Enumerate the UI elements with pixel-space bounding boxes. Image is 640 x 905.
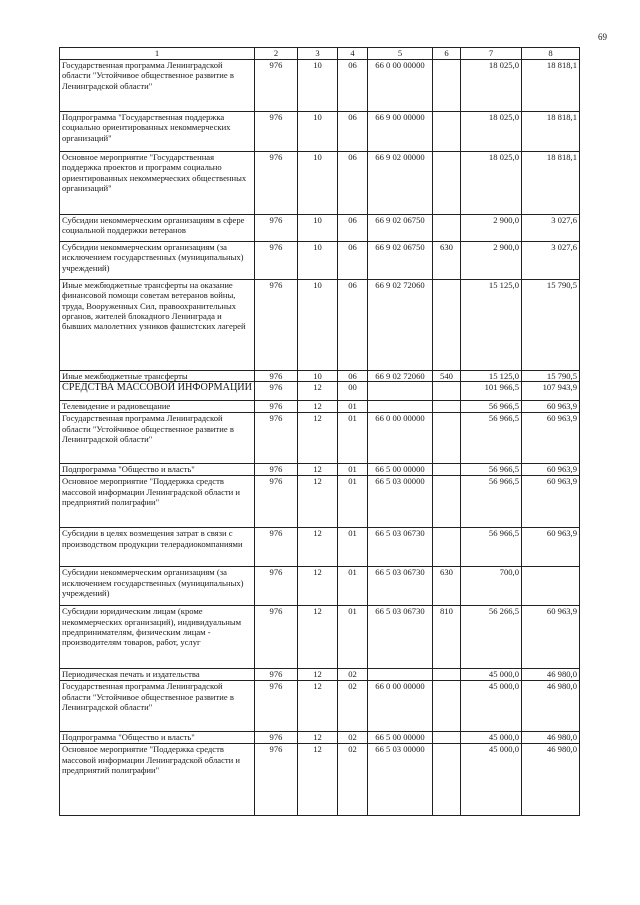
cell-expense-type <box>433 732 461 744</box>
col-header-7: 7 <box>461 48 522 60</box>
cell-subsection: 06 <box>338 242 368 280</box>
cell-section: 12 <box>298 567 338 606</box>
cell-target-article: 66 5 00 00000 <box>368 732 433 744</box>
cell-subsection: 01 <box>338 606 368 669</box>
cell-grbs: 976 <box>255 112 298 152</box>
cell-subsection: 06 <box>338 60 368 112</box>
col-header-6: 6 <box>433 48 461 60</box>
cell-section: 12 <box>298 476 338 528</box>
cell-amount-year1: 45 000,0 <box>461 732 522 744</box>
cell-expense-type <box>433 464 461 476</box>
cell-target-article: 66 9 02 06750 <box>368 242 433 280</box>
cell-subsection: 01 <box>338 401 368 413</box>
cell-section: 12 <box>298 382 338 401</box>
cell-grbs: 976 <box>255 528 298 567</box>
table-row <box>60 681 580 732</box>
cell-grbs: 976 <box>255 464 298 476</box>
cell-subsection: 01 <box>338 528 368 567</box>
cell-subsection: 01 <box>338 567 368 606</box>
cell-grbs: 976 <box>255 567 298 606</box>
table-row <box>60 669 580 681</box>
cell-target-article <box>368 401 433 413</box>
cell-amount-year1: 45 000,0 <box>461 669 522 681</box>
cell-expense-type: 630 <box>433 567 461 606</box>
cell-target-article: 66 9 02 00000 <box>368 152 433 215</box>
cell-subsection: 02 <box>338 732 368 744</box>
cell-target-article: 66 5 03 00000 <box>368 744 433 816</box>
cell-name: Периодическая печать и издательства <box>60 669 255 681</box>
table-row <box>60 567 580 606</box>
table-row <box>60 371 580 382</box>
table-row <box>60 401 580 413</box>
cell-section: 10 <box>298 215 338 242</box>
cell-section: 12 <box>298 669 338 681</box>
cell-name: Основное мероприятие "Поддержка средств массовой информации Ленинградской области и предприятий полиграфии" <box>60 476 255 528</box>
cell-expense-type <box>433 681 461 732</box>
cell-name: Субсидии некоммерческим организациям в сфере социальной поддержки ветеранов <box>60 215 255 242</box>
cell-name: Подпрограмма "Общество и власть" <box>60 732 255 744</box>
cell-amount-year2: 46 980,0 <box>522 744 580 816</box>
cell-expense-type <box>433 476 461 528</box>
table-row <box>60 413 580 464</box>
cell-name: СРЕДСТВА МАССОВОЙ ИНФОРМАЦИИ <box>60 382 255 401</box>
cell-expense-type <box>433 401 461 413</box>
table-row <box>60 476 580 528</box>
cell-section: 12 <box>298 401 338 413</box>
cell-expense-type <box>433 744 461 816</box>
cell-grbs: 976 <box>255 732 298 744</box>
cell-section: 12 <box>298 606 338 669</box>
cell-amount-year1: 56 266,5 <box>461 606 522 669</box>
cell-name: Государственная программа Ленинградской области "Устойчивое общественное развитие в Ленинградской области" <box>60 60 255 112</box>
table-row <box>60 280 580 371</box>
cell-subsection: 06 <box>338 215 368 242</box>
cell-grbs: 976 <box>255 242 298 280</box>
cell-expense-type <box>433 280 461 371</box>
cell-amount-year1: 56 966,5 <box>461 413 522 464</box>
cell-grbs: 976 <box>255 476 298 528</box>
cell-amount-year2: 3 027,6 <box>522 215 580 242</box>
cell-amount-year1: 56 966,5 <box>461 476 522 528</box>
cell-name: Подпрограмма "Государственная поддержка социально ориентированных некоммерческих организаций" <box>60 112 255 152</box>
table-row <box>60 112 580 152</box>
cell-section: 10 <box>298 371 338 382</box>
cell-target-article: 66 0 00 00000 <box>368 413 433 464</box>
cell-name: Подпрограмма "Общество и власть" <box>60 464 255 476</box>
cell-grbs: 976 <box>255 382 298 401</box>
cell-subsection: 00 <box>338 382 368 401</box>
cell-grbs: 976 <box>255 280 298 371</box>
cell-section: 12 <box>298 744 338 816</box>
cell-amount-year1: 2 900,0 <box>461 242 522 280</box>
cell-subsection: 02 <box>338 744 368 816</box>
cell-section: 12 <box>298 464 338 476</box>
cell-target-article: 66 9 02 72060 <box>368 371 433 382</box>
cell-amount-year2: 46 980,0 <box>522 732 580 744</box>
cell-subsection: 06 <box>338 280 368 371</box>
cell-amount-year2: 18 818,1 <box>522 112 580 152</box>
cell-section: 10 <box>298 152 338 215</box>
cell-section: 10 <box>298 60 338 112</box>
cell-amount-year1: 18 025,0 <box>461 152 522 215</box>
col-header-3: 3 <box>298 48 338 60</box>
col-header-5: 5 <box>368 48 433 60</box>
table-row <box>60 606 580 669</box>
cell-amount-year2: 18 818,1 <box>522 60 580 112</box>
page-number: 69 <box>598 32 607 42</box>
table-row <box>60 242 580 280</box>
cell-subsection: 01 <box>338 464 368 476</box>
cell-amount-year1: 18 025,0 <box>461 60 522 112</box>
cell-section: 10 <box>298 280 338 371</box>
cell-amount-year2: 60 963,9 <box>522 606 580 669</box>
cell-target-article: 66 9 02 72060 <box>368 280 433 371</box>
cell-subsection: 01 <box>338 413 368 464</box>
cell-amount-year2: 46 980,0 <box>522 681 580 732</box>
cell-amount-year2 <box>522 567 580 606</box>
col-header-2: 2 <box>255 48 298 60</box>
table-row <box>60 382 580 401</box>
cell-name: Государственная программа Ленинградской области "Устойчивое общественное развитие в Ленинградской области" <box>60 681 255 732</box>
cell-name: Государственная программа Ленинградской области "Устойчивое общественное развитие в Ленинградской области" <box>60 413 255 464</box>
cell-amount-year2: 107 943,9 <box>522 382 580 401</box>
cell-amount-year1: 56 966,5 <box>461 401 522 413</box>
cell-expense-type <box>433 528 461 567</box>
cell-grbs: 976 <box>255 669 298 681</box>
cell-name: Основное мероприятие "Государственная поддержка проектов и программ социально ориентированных некоммерческих общественных организаций" <box>60 152 255 215</box>
cell-amount-year1: 700,0 <box>461 567 522 606</box>
table-row <box>60 528 580 567</box>
cell-subsection: 02 <box>338 681 368 732</box>
cell-expense-type <box>433 413 461 464</box>
table-row <box>60 215 580 242</box>
table-row <box>60 732 580 744</box>
cell-grbs: 976 <box>255 744 298 816</box>
table-row <box>60 152 580 215</box>
cell-amount-year1: 2 900,0 <box>461 215 522 242</box>
cell-name: Иные межбюджетные трансферты на оказание финансовой помощи советам ветеранов войны, труда, Вооруженных Сил, правоохранительных органов, жителей блокадного Ленинграда и бывших малолетних узников фашистских лагерей <box>60 280 255 371</box>
cell-amount-year1: 56 966,5 <box>461 528 522 567</box>
cell-target-article: 66 5 03 06730 <box>368 606 433 669</box>
cell-subsection: 06 <box>338 152 368 215</box>
cell-grbs: 976 <box>255 371 298 382</box>
cell-grbs: 976 <box>255 60 298 112</box>
cell-section: 12 <box>298 413 338 464</box>
cell-name: Субсидии некоммерческим организациям (за исключением государственных (муниципальных) учреждений) <box>60 242 255 280</box>
cell-subsection: 02 <box>338 669 368 681</box>
cell-target-article: 66 9 00 00000 <box>368 112 433 152</box>
cell-amount-year1: 15 125,0 <box>461 280 522 371</box>
table-row <box>60 744 580 816</box>
table-row <box>60 464 580 476</box>
col-header-8: 8 <box>522 48 580 60</box>
cell-amount-year2: 60 963,9 <box>522 528 580 567</box>
cell-name: Субсидии некоммерческим организациям (за исключением государственных (муниципальных) учреждений) <box>60 567 255 606</box>
cell-subsection: 01 <box>338 476 368 528</box>
cell-target-article: 66 9 02 06750 <box>368 215 433 242</box>
cell-amount-year2: 18 818,1 <box>522 152 580 215</box>
cell-expense-type: 630 <box>433 242 461 280</box>
cell-target-article: 66 5 00 00000 <box>368 464 433 476</box>
col-header-1: 1 <box>60 48 255 60</box>
col-header-4: 4 <box>338 48 368 60</box>
cell-amount-year2: 60 963,9 <box>522 476 580 528</box>
cell-amount-year2: 15 790,5 <box>522 371 580 382</box>
cell-amount-year1: 18 025,0 <box>461 112 522 152</box>
cell-target-article: 66 5 03 06730 <box>368 528 433 567</box>
header-row <box>60 48 580 60</box>
cell-amount-year1: 45 000,0 <box>461 681 522 732</box>
cell-expense-type <box>433 215 461 242</box>
table-row <box>60 60 580 112</box>
cell-amount-year1: 45 000,0 <box>461 744 522 816</box>
cell-name: Субсидии юридическим лицам (кроме некоммерческих организаций), индивидуальным предпринимателям, физическим лицам - производителям товаров, работ, услуг <box>60 606 255 669</box>
cell-target-article: 66 0 00 00000 <box>368 60 433 112</box>
cell-amount-year2: 46 980,0 <box>522 669 580 681</box>
cell-expense-type <box>433 112 461 152</box>
cell-grbs: 976 <box>255 681 298 732</box>
cell-section: 10 <box>298 112 338 152</box>
cell-section: 12 <box>298 681 338 732</box>
cell-grbs: 976 <box>255 152 298 215</box>
cell-amount-year2: 3 027,6 <box>522 242 580 280</box>
cell-expense-type <box>433 382 461 401</box>
cell-target-article: 66 5 03 06730 <box>368 567 433 606</box>
cell-section: 12 <box>298 528 338 567</box>
cell-section: 10 <box>298 242 338 280</box>
cell-expense-type: 540 <box>433 371 461 382</box>
cell-name: Телевидение и радиовещание <box>60 401 255 413</box>
cell-grbs: 976 <box>255 606 298 669</box>
cell-name: Основное мероприятие "Поддержка средств массовой информации Ленинградской области и предприятий полиграфии" <box>60 744 255 816</box>
budget-table <box>59 47 580 816</box>
cell-expense-type <box>433 152 461 215</box>
cell-name: Иные межбюджетные трансферты <box>60 371 255 382</box>
cell-expense-type <box>433 60 461 112</box>
cell-amount-year2: 60 963,9 <box>522 464 580 476</box>
cell-target-article <box>368 669 433 681</box>
cell-grbs: 976 <box>255 401 298 413</box>
cell-target-article: 66 0 00 00000 <box>368 681 433 732</box>
cell-target-article <box>368 382 433 401</box>
cell-amount-year1: 15 125,0 <box>461 371 522 382</box>
cell-amount-year1: 101 966,5 <box>461 382 522 401</box>
cell-name: Субсидии в целях возмещения затрат в связи с производством продукции телерадиокомпаниями <box>60 528 255 567</box>
cell-amount-year2: 60 963,9 <box>522 413 580 464</box>
cell-amount-year1: 56 966,5 <box>461 464 522 476</box>
cell-subsection: 06 <box>338 371 368 382</box>
cell-amount-year2: 15 790,5 <box>522 280 580 371</box>
cell-subsection: 06 <box>338 112 368 152</box>
cell-target-article: 66 5 03 00000 <box>368 476 433 528</box>
table-body <box>60 60 580 816</box>
cell-grbs: 976 <box>255 215 298 242</box>
cell-expense-type <box>433 669 461 681</box>
cell-expense-type: 810 <box>433 606 461 669</box>
cell-section: 12 <box>298 732 338 744</box>
cell-grbs: 976 <box>255 413 298 464</box>
cell-amount-year2: 60 963,9 <box>522 401 580 413</box>
